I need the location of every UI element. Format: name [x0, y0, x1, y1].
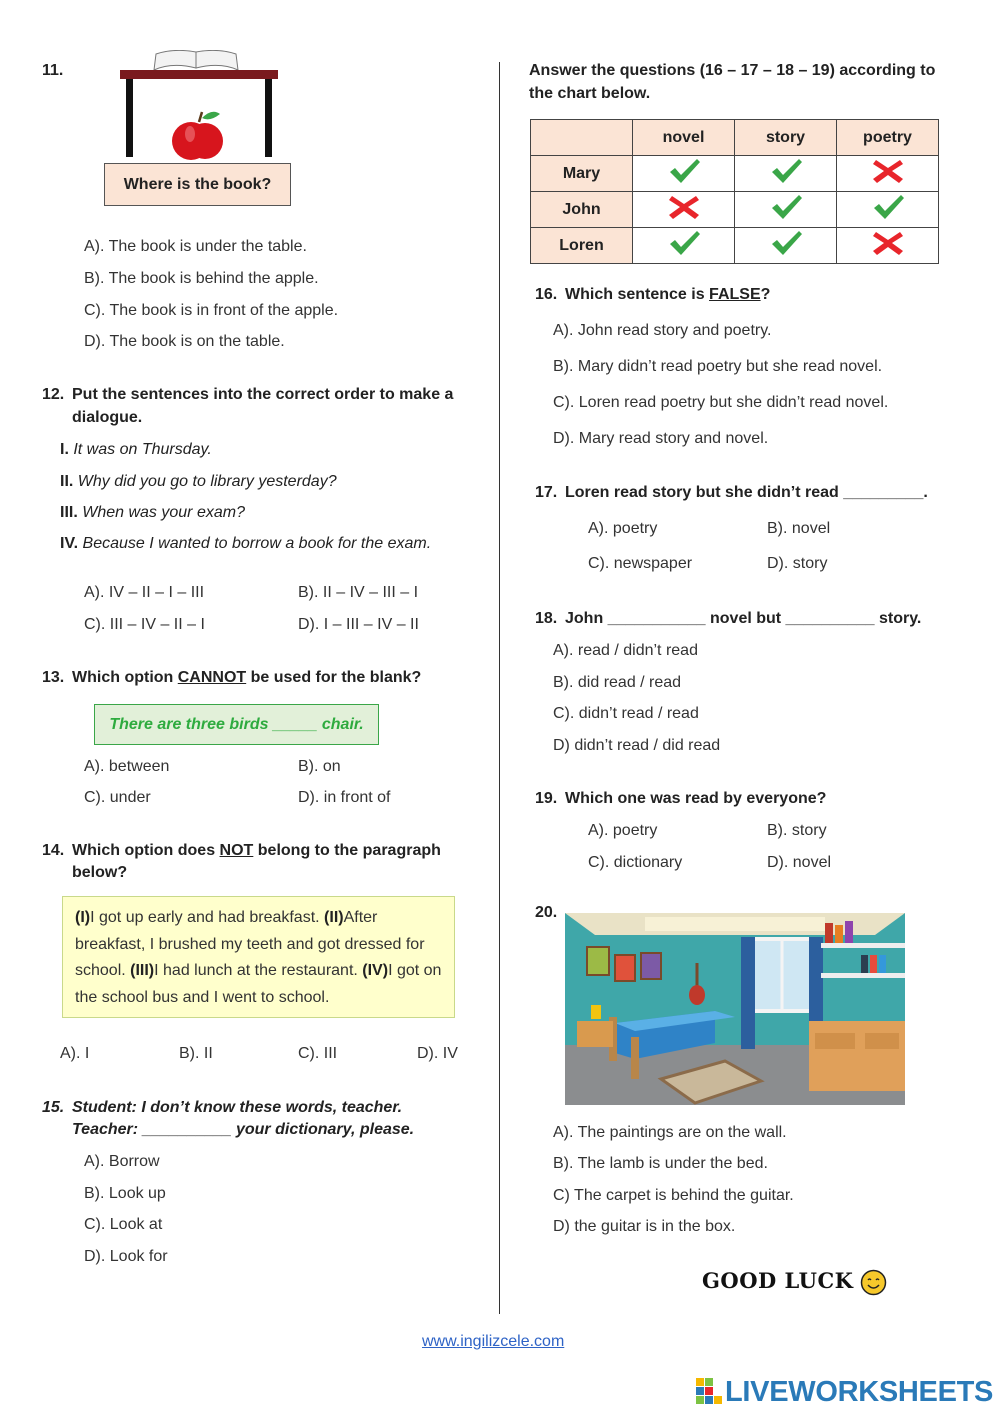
q15-line2: Teacher: __________ your dictionary, please.: [72, 1121, 415, 1138]
chart-intro-line2: the chart below.: [529, 85, 651, 102]
chart-cell-cross: [837, 156, 939, 192]
table-top: [120, 70, 278, 79]
q14-number: 14.: [42, 842, 65, 859]
liveworksheets-logo-icon: [696, 1378, 722, 1404]
book-icon: [154, 50, 238, 70]
reading-chart-table: [530, 119, 939, 264]
q11-caption: Where is the book?: [123, 175, 272, 193]
q19-number: 19.: [535, 790, 558, 807]
chart-cell-check: [633, 156, 735, 192]
q16-prompt: Which sentence is FALSE?: [565, 286, 771, 303]
q12-prompt-line2: dialogue.: [72, 409, 143, 426]
q19-option-b[interactable]: B). story: [767, 822, 827, 839]
q12-option-a[interactable]: A). IV – II – I – III: [84, 584, 205, 601]
q17-option-d[interactable]: D). story: [767, 555, 828, 572]
q17-prompt: Loren read story but she didn’t read _________.: [565, 484, 928, 501]
q14-label-1: (I): [75, 909, 91, 926]
q13-option-c[interactable]: C). under: [84, 789, 151, 806]
q13-option-a[interactable]: A). between: [84, 758, 170, 775]
q18-option-c[interactable]: C). didn’t read / read: [553, 705, 699, 722]
q12-option-c[interactable]: C). III – IV – II – I: [84, 616, 205, 633]
cross-icon: [871, 228, 905, 258]
q15-option-d[interactable]: D). Look for: [84, 1248, 168, 1265]
q11-option-d[interactable]: D). The book is on the table.: [84, 333, 285, 350]
column-divider: [499, 62, 500, 1314]
q14-sentence-2: After breakfast, I brushed my teeth and got dressed for school.: [75, 909, 425, 979]
q20-number: 20.: [535, 904, 558, 921]
q16-number: 16.: [535, 286, 558, 303]
q12-prompt-line1: Put the sentences into the correct order to make a: [72, 386, 454, 403]
chart-cell-cross: [837, 228, 939, 264]
q17-number: 17.: [535, 484, 558, 501]
smiley-icon: [860, 1269, 887, 1296]
q12-number: 12.: [42, 386, 65, 403]
q13-prompt: Which option CANNOT be used for the blank?: [72, 669, 422, 686]
q16-option-a[interactable]: A). John read story and poetry.: [553, 322, 772, 339]
q13-option-d[interactable]: D). in front of: [298, 789, 391, 806]
chart-cell-cross: [633, 192, 735, 228]
q11-option-c[interactable]: C). The book is in front of the apple.: [84, 302, 339, 319]
bedroom-illustration: [565, 913, 905, 1105]
chart-row-loren: [531, 228, 939, 264]
q18-option-d[interactable]: D) didn’t read / did read: [553, 737, 721, 754]
chart-col-story: story: [735, 120, 837, 156]
chart-corner-cell: [531, 120, 633, 156]
q18-option-b[interactable]: B). did read / read: [553, 674, 682, 691]
cross-icon: [667, 192, 701, 222]
q14-label-4: (IV): [362, 962, 389, 979]
q14-paragraph-box: [62, 896, 455, 1018]
chart-cell-check: [735, 228, 837, 264]
apple-icon: [172, 112, 223, 160]
q17-option-b[interactable]: B). novel: [767, 520, 831, 537]
q11-option-b[interactable]: B). The book is behind the apple.: [84, 270, 319, 287]
q19-option-a[interactable]: A). poetry: [588, 822, 658, 839]
q18-option-a[interactable]: A). read / didn’t read: [553, 642, 698, 659]
q11-caption-box: [104, 163, 291, 206]
table-leg-left: [126, 79, 133, 157]
check-icon: [769, 228, 803, 258]
chart-row-mary: [531, 156, 939, 192]
chart-col-poetry: poetry: [837, 120, 939, 156]
q14-option-a[interactable]: A). I: [60, 1045, 90, 1062]
chart-intro-line1: Answer the questions (16 – 17 – 18 – 19) according to: [529, 62, 936, 79]
q14-sentence-1: I got up early and had breakfast.: [90, 909, 325, 926]
lamp-icon: [591, 1005, 601, 1019]
q13-number: 13.: [42, 669, 65, 686]
painting-icon: [615, 955, 635, 981]
q20-option-d[interactable]: D) the guitar is in the box.: [553, 1218, 736, 1235]
q13-sentence-box: [94, 704, 379, 745]
chart-row-label: John: [531, 192, 633, 228]
q19-option-d[interactable]: D). novel: [767, 854, 832, 871]
q11-option-a[interactable]: A). The book is under the table.: [84, 238, 307, 255]
table-leg-right: [265, 79, 272, 157]
check-icon: [769, 192, 803, 222]
q18-prompt: John ___________ novel but __________ story.: [565, 610, 922, 627]
q19-option-c[interactable]: C). dictionary: [588, 854, 683, 871]
check-icon: [667, 228, 701, 258]
chart-cell-check: [837, 192, 939, 228]
q12-option-d[interactable]: D). I – III – IV – II: [298, 616, 419, 633]
q14-prompt-line2: below?: [72, 864, 128, 881]
q12-option-b[interactable]: B). II – IV – III – I: [298, 584, 419, 601]
chart-row-label: Loren: [531, 228, 633, 264]
q14-option-c[interactable]: C). III: [298, 1045, 338, 1062]
q16-option-d[interactable]: D). Mary read story and novel.: [553, 430, 769, 447]
q15-option-a[interactable]: A). Borrow: [84, 1153, 160, 1170]
q17-option-a[interactable]: A). poetry: [588, 520, 658, 537]
q16-option-c[interactable]: C). Loren read poetry but she didn’t read novel.: [553, 394, 889, 411]
q12-item-3: III. When was your exam?: [60, 504, 245, 521]
painting-icon: [641, 953, 661, 979]
q11-number: 11.: [42, 62, 64, 79]
q14-option-d[interactable]: D). IV: [417, 1045, 458, 1062]
q17-option-c[interactable]: C). newspaper: [588, 555, 693, 572]
q19-prompt: Which one was read by everyone?: [565, 790, 827, 807]
q13-sentence: There are three birds _____ chair.: [109, 715, 364, 733]
q13-option-b[interactable]: B). on: [298, 758, 341, 775]
check-icon: [769, 156, 803, 186]
q16-option-b[interactable]: B). Mary didn’t read poetry but she read novel.: [553, 358, 883, 375]
q12-item-1: I. It was on Thursday.: [60, 441, 212, 458]
q20-option-a[interactable]: A). The paintings are on the wall.: [553, 1124, 787, 1141]
q20-option-c[interactable]: C) The carpet is behind the guitar.: [553, 1187, 794, 1204]
q20-option-b[interactable]: B). The lamb is under the bed.: [553, 1155, 768, 1172]
q12-item-4: IV. Because I wanted to borrow a book for the exam.: [60, 535, 432, 552]
table-apple-book-illustration: [112, 50, 287, 162]
painting-icon: [587, 947, 609, 975]
chart-header-row: [531, 120, 939, 156]
q14-sentence-3: I had lunch at the restaurant.: [154, 962, 363, 979]
q14-sentence-4: I got on the school bus and I went to school.: [75, 962, 442, 1006]
good-luck-text: GOOD LUCK: [702, 1268, 854, 1293]
check-icon: [871, 192, 905, 222]
q15-option-b[interactable]: B). Look up: [84, 1185, 166, 1202]
q18-number: 18.: [535, 610, 558, 627]
liveworksheets-brand[interactable]: LIVEWORKSHEETS: [725, 1376, 994, 1408]
cross-icon: [871, 156, 905, 186]
chart-cell-check: [735, 156, 837, 192]
chart-col-novel: novel: [633, 120, 735, 156]
footer-website-link[interactable]: www.ingilizcele.com: [422, 1333, 565, 1350]
q15-line1: Student: I don’t know these words, teacher.: [72, 1099, 403, 1116]
q12-item-2: II. Why did you go to library yesterday?: [60, 473, 337, 490]
chart-row-john: [531, 192, 939, 228]
check-icon: [667, 156, 701, 186]
q14-prompt-line1: Which option does NOT belong to the paragraph: [72, 842, 441, 859]
chart-cell-check: [735, 192, 837, 228]
q14-label-3: (III): [130, 962, 155, 979]
q14-option-b[interactable]: B). II: [179, 1045, 213, 1062]
chart-cell-check: [633, 228, 735, 264]
chart-row-label: Mary: [531, 156, 633, 192]
q15-option-c[interactable]: C). Look at: [84, 1216, 163, 1233]
q15-number: 15.: [42, 1099, 65, 1116]
q14-label-2: (II): [324, 909, 344, 926]
